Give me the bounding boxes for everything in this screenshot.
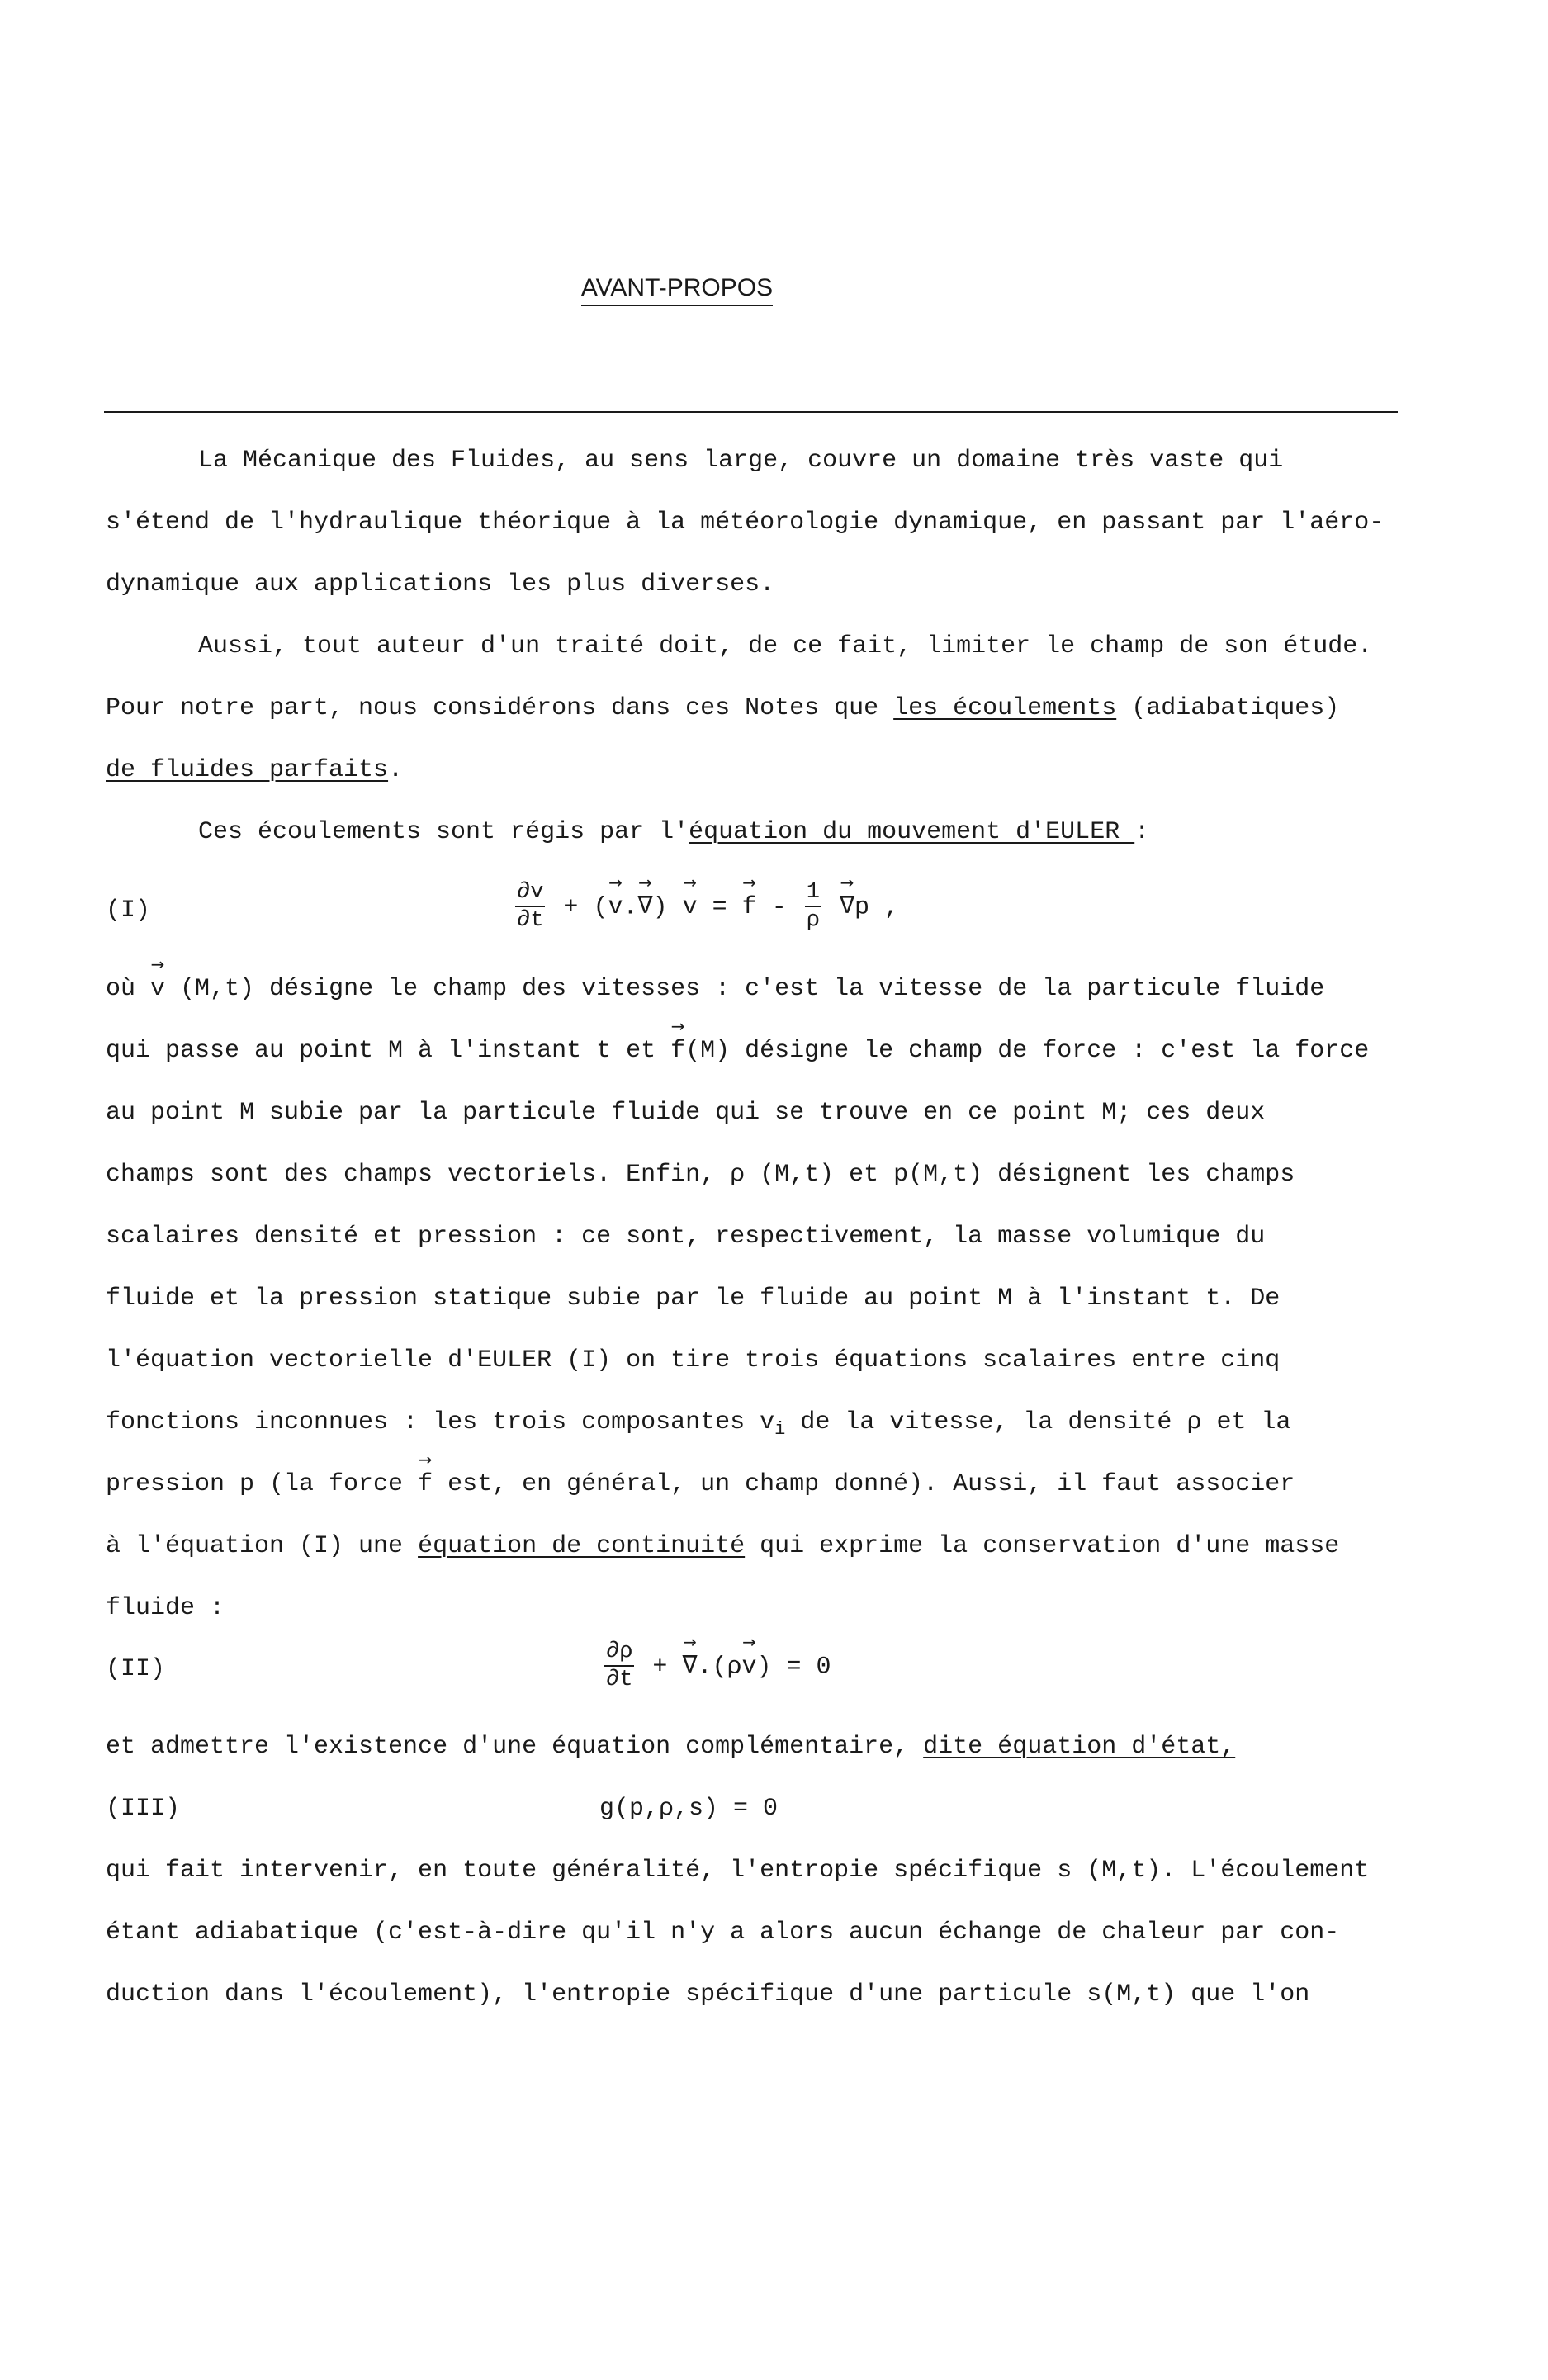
page-title: AVANT-PROPOS [0, 274, 1354, 302]
text-line: fluide : [106, 1594, 225, 1622]
text-line: qui fait intervenir, en toute généralité, l'entropie spécifique s (M,t). L'écoulement [106, 1857, 1370, 1885]
text-line: scalaires densité et pression : ce sont, respectivement, la masse volumique du [106, 1223, 1266, 1251]
text-line: qui passe au point M à l'instant t et → f(M) désigne le champ de force : c'est la force [106, 1036, 1427, 1066]
text-line: La Mécanique des Fluides, au sens large, couvre un domaine très vaste qui [198, 447, 1284, 475]
underlined-term: équation du mouvement d'EULER [689, 818, 1135, 846]
equation-label: (III) [106, 1795, 181, 1823]
text-line: fonctions inconnues : les trois composantes $v_i$ de la vitesse, la densité ρ et la [106, 1408, 1291, 1440]
text-line: Aussi, tout auteur d'un traité doit, de ce fait, limiter le champ de son étude. [198, 632, 1373, 660]
continuity-equation: $\frac{\partial\rho}{\partial t}$ + → ∇.(ρ→ v) = 0 [601, 1641, 831, 1692]
text-line: étant adiabatique (c'est-à-dire qu'il n'y a alors aucun échange de chaleur par con- [106, 1919, 1340, 1947]
text-line: Ces écoulements sont régis par l'équation du mouvement d'EULER : [198, 818, 1150, 846]
fraction: $\frac{\partial\rho}{\partial t}$ [606, 1640, 633, 1692]
text-line: fluide et la pression statique subie par le fluide au point M à l'instant t. De [106, 1285, 1281, 1313]
text-line: duction dans l'écoulement), l'entropie spécifique d'une particule s(M,t) que l'on [106, 1980, 1310, 2009]
text-line: à l'équation (I) une équation de continuité qui exprime la conservation d'une masse [106, 1532, 1340, 1560]
text-line: et admettre l'existence d'une équation complémentaire, dite équation d'état, [106, 1733, 1236, 1761]
horizontal-rule [104, 411, 1398, 413]
underlined-term: de fluides parfaits [106, 756, 389, 784]
underlined-term: équation de continuité [418, 1532, 746, 1560]
euler-equation: $\frac{\partial v}{\partial t}$ + (→ v.→ ∇) → v = → f - $\frac{1}{\rho}$ → ∇p , [512, 882, 899, 932]
text-line: au point M subie par la particule fluide qui se trouve en ce point M; ces deux [106, 1099, 1266, 1127]
text-line: Pour notre part, nous considérons dans ces Notes que les écoulements (adiabatiques) [106, 694, 1340, 722]
text-line: s'étend de l'hydraulique théorique à la météorologie dynamique, en passant par l'aéro- [106, 509, 1385, 537]
text-line: l'équation vectorielle d'EULER (I) on tire trois équations scalaires entre cinq [106, 1346, 1281, 1375]
text-line: champs sont des champs vectoriels. Enfin, ρ (M,t) et p(M,t) désignent les champs [106, 1161, 1295, 1189]
underlined-term: les écoulements [893, 694, 1117, 722]
state-equation: g(p,ρ,s) = 0 [599, 1795, 779, 1823]
equation-label: (I) [106, 897, 151, 925]
equation-label: (II) [106, 1655, 166, 1683]
fraction: $\frac{\partial v}{\partial t}$ [517, 880, 544, 933]
underlined-term: dite équation d'état, [923, 1733, 1236, 1761]
fraction: $\frac{1}{\rho}$ [806, 880, 820, 933]
text-line: dynamique aux applications les plus diverses. [106, 570, 775, 599]
text-line: de fluides parfaits. [106, 756, 404, 784]
text-line: où → v (M,t) désigne le champ des vitesses : c'est la vitesse de la particule fluide [106, 974, 1427, 1004]
text-line: pression p (la force → f est, en général, un champ donné). Aussi, il faut associer [106, 1469, 1427, 1499]
